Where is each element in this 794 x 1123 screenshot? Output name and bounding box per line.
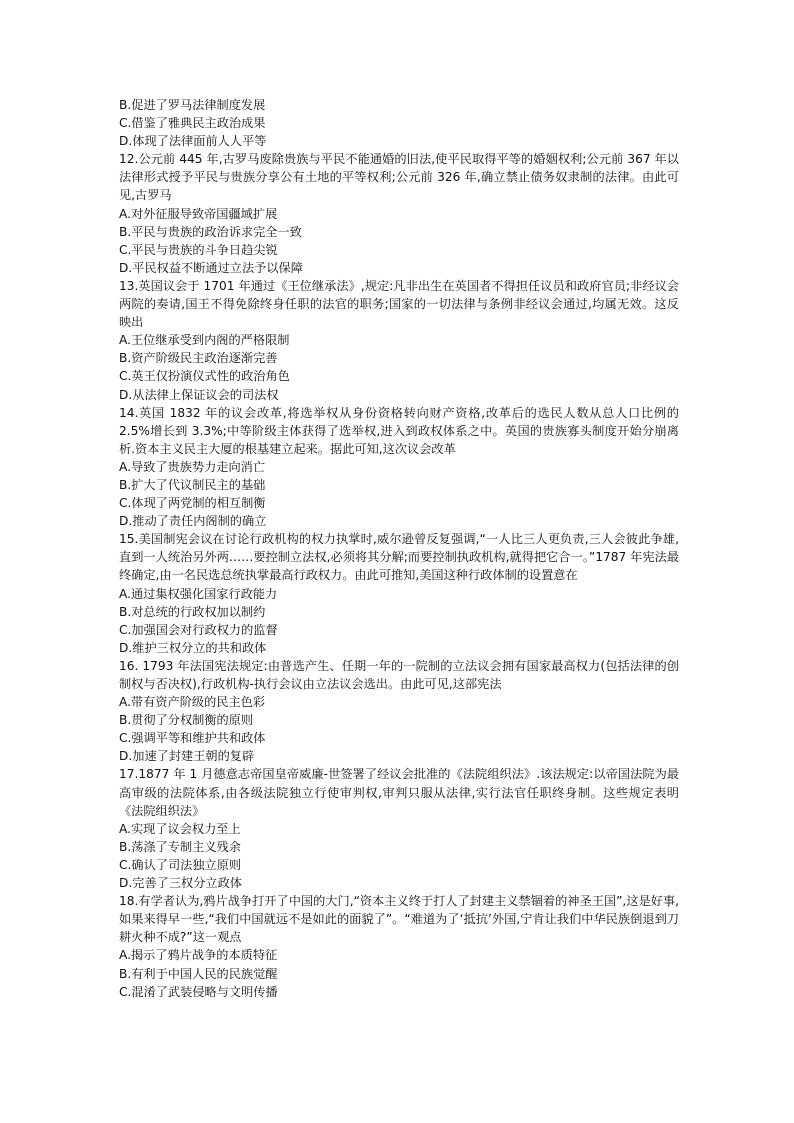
option-c: C.加强国会对行政权力的监督 xyxy=(119,622,278,637)
option-b: B.有利于中国人民的民族觉醒 xyxy=(119,966,278,981)
option-d: D.平民权益不断通过立法予以保障 xyxy=(119,260,303,275)
option-a: A.带有资产阶级的民主色彩 xyxy=(119,695,266,710)
option-d: D.加速了封建王朝的复辟 xyxy=(119,749,255,764)
option-a: A.通过集权强化国家行政能力 xyxy=(119,586,278,601)
option-a: A.揭示了鸦片战争的本质特征 xyxy=(119,948,278,963)
option-d: D.维护三权分立的共和政体 xyxy=(119,640,267,655)
option-b: B.贯彻了分权制衡的原则 xyxy=(119,713,254,728)
question-14 xyxy=(119,404,679,531)
option-c: C.确认了司法独立原则 xyxy=(119,857,242,872)
option-c: C.混淆了武装侵略与文明传播 xyxy=(119,984,278,999)
question-11-continued xyxy=(119,96,679,150)
option-b: B.促进了罗马法律制度发展 xyxy=(119,98,266,112)
option-c: C.借鉴了雅典民主政治成果 xyxy=(119,116,266,131)
question-18 xyxy=(119,892,679,1001)
question-stem: 18.有学者认为,鸦片战争打开了中国的大门,“资本主义终于打人了封建主义禁锢着的神圣王国”,这是好事,如果来得早一些,“我们中国就远不是如此的面貌了”。“难道为了‘抵抗’外国,宁肯让我们中华民族倒退到刀耕火种不成?”这一观点 xyxy=(119,894,679,945)
option-a: A.王位继承受到内阁的严格限制 xyxy=(119,333,290,348)
option-b: B.平民与贵族的政治诉求完全一致 xyxy=(119,224,302,239)
question-stem: 17.1877 年 1 月德意志帝国皇帝威廉-世签署了经议会批准的《法院组织法》.该法规定:以帝国法院为最高审级的法院体系,由各级法院独立行使审判权,审判只服从法律,实行法官任职终身制。这些规定表明《法院组织法》 xyxy=(119,767,679,818)
question-stem: 13.英国议会于 1701 年通过《王位继承法》,规定:凡非出生在英国者不得担任议员和政府官员;非经议会两院的奏请,国王不得免除终身任职的法官的职务;国家的一切法律与条例非经议会通过,均属无效。这反映出 xyxy=(119,278,679,330)
option-c: C.平民与贵族的斗争日趋尖锐 xyxy=(119,242,278,257)
question-list xyxy=(119,96,679,1001)
question-stem: 15.美国制宪会议在讨论行政机构的权力执掌时,威尔逊曾反复强调,“一人比三人更负责,三人会彼此争雄,直到一人统治另外两……要控制立法权,必须将其分解;而要控制执政机构,就得把它合一。”1787 年宪法最终确定,由一名民选总统执掌最高行政权力。由此可推知,美国这种行政体制的设置意在 xyxy=(119,532,679,583)
option-a: A.对外征服导致帝国疆域扩展 xyxy=(119,206,278,221)
option-b: B.资产阶级民主政治逐渐完善 xyxy=(119,351,278,366)
option-b: B.扩大了代议制民主的基础 xyxy=(119,477,266,492)
option-d: D.体现了法律面前人人平等 xyxy=(119,134,267,149)
question-17 xyxy=(119,765,679,892)
question-13 xyxy=(119,277,679,404)
question-stem: 14.英国 1832 年的议会改革,将选举权从身份资格转向财产资格,改革后的选民人数从总人口比例的 2.5%增长到 3.3%;中等阶级主体获得了选举权,进入到政权体系之中。英国的贵族寡头制度开始分崩离析.资本主义民主大厦的根基建立起来。据此可知,这次议会改革 xyxy=(119,405,679,456)
question-stem: 12.公元前 445 年,古罗马废除贵族与平民不能通婚的旧法,使平民取得平等的婚姻权利;公元前 367 年以法律形式授予平民与贵族分享公有土地的平等权利;公元前 326 年,确立禁止债务奴隶制的法律。由此可见,古罗马 xyxy=(119,152,679,203)
option-d: D.完善了三权分立政体 xyxy=(119,876,242,891)
option-b: B.荡涤了专制主义残余 xyxy=(119,839,241,854)
option-c: C.英王仅扮演仪式性的政治角色 xyxy=(119,369,290,384)
question-15 xyxy=(119,530,679,657)
option-c: C.体现了两党制的相互制衡 xyxy=(119,496,266,511)
option-c: C.强调平等和维护共和政体 xyxy=(119,731,266,746)
question-stem: 16. 1793 年法国宪法规定:由普选产生、任期一年的一院制的立法议会拥有国家最高权力(包括法律的创制权与否决权),行政机构-执行会议由立法议会选出。由此可见,这部宪法 xyxy=(119,658,679,691)
option-d: D.从法律上保证议会的司法权 xyxy=(119,387,279,402)
option-a: A.导致了贵族势力走向消亡 xyxy=(119,459,266,474)
question-12 xyxy=(119,150,679,277)
option-a: A.实现了议会权力至上 xyxy=(119,821,241,836)
question-16 xyxy=(119,657,679,766)
option-b: B.对总统的行政权加以制约 xyxy=(119,604,266,619)
option-d: D.推动了责任内阁制的确立 xyxy=(119,514,267,529)
